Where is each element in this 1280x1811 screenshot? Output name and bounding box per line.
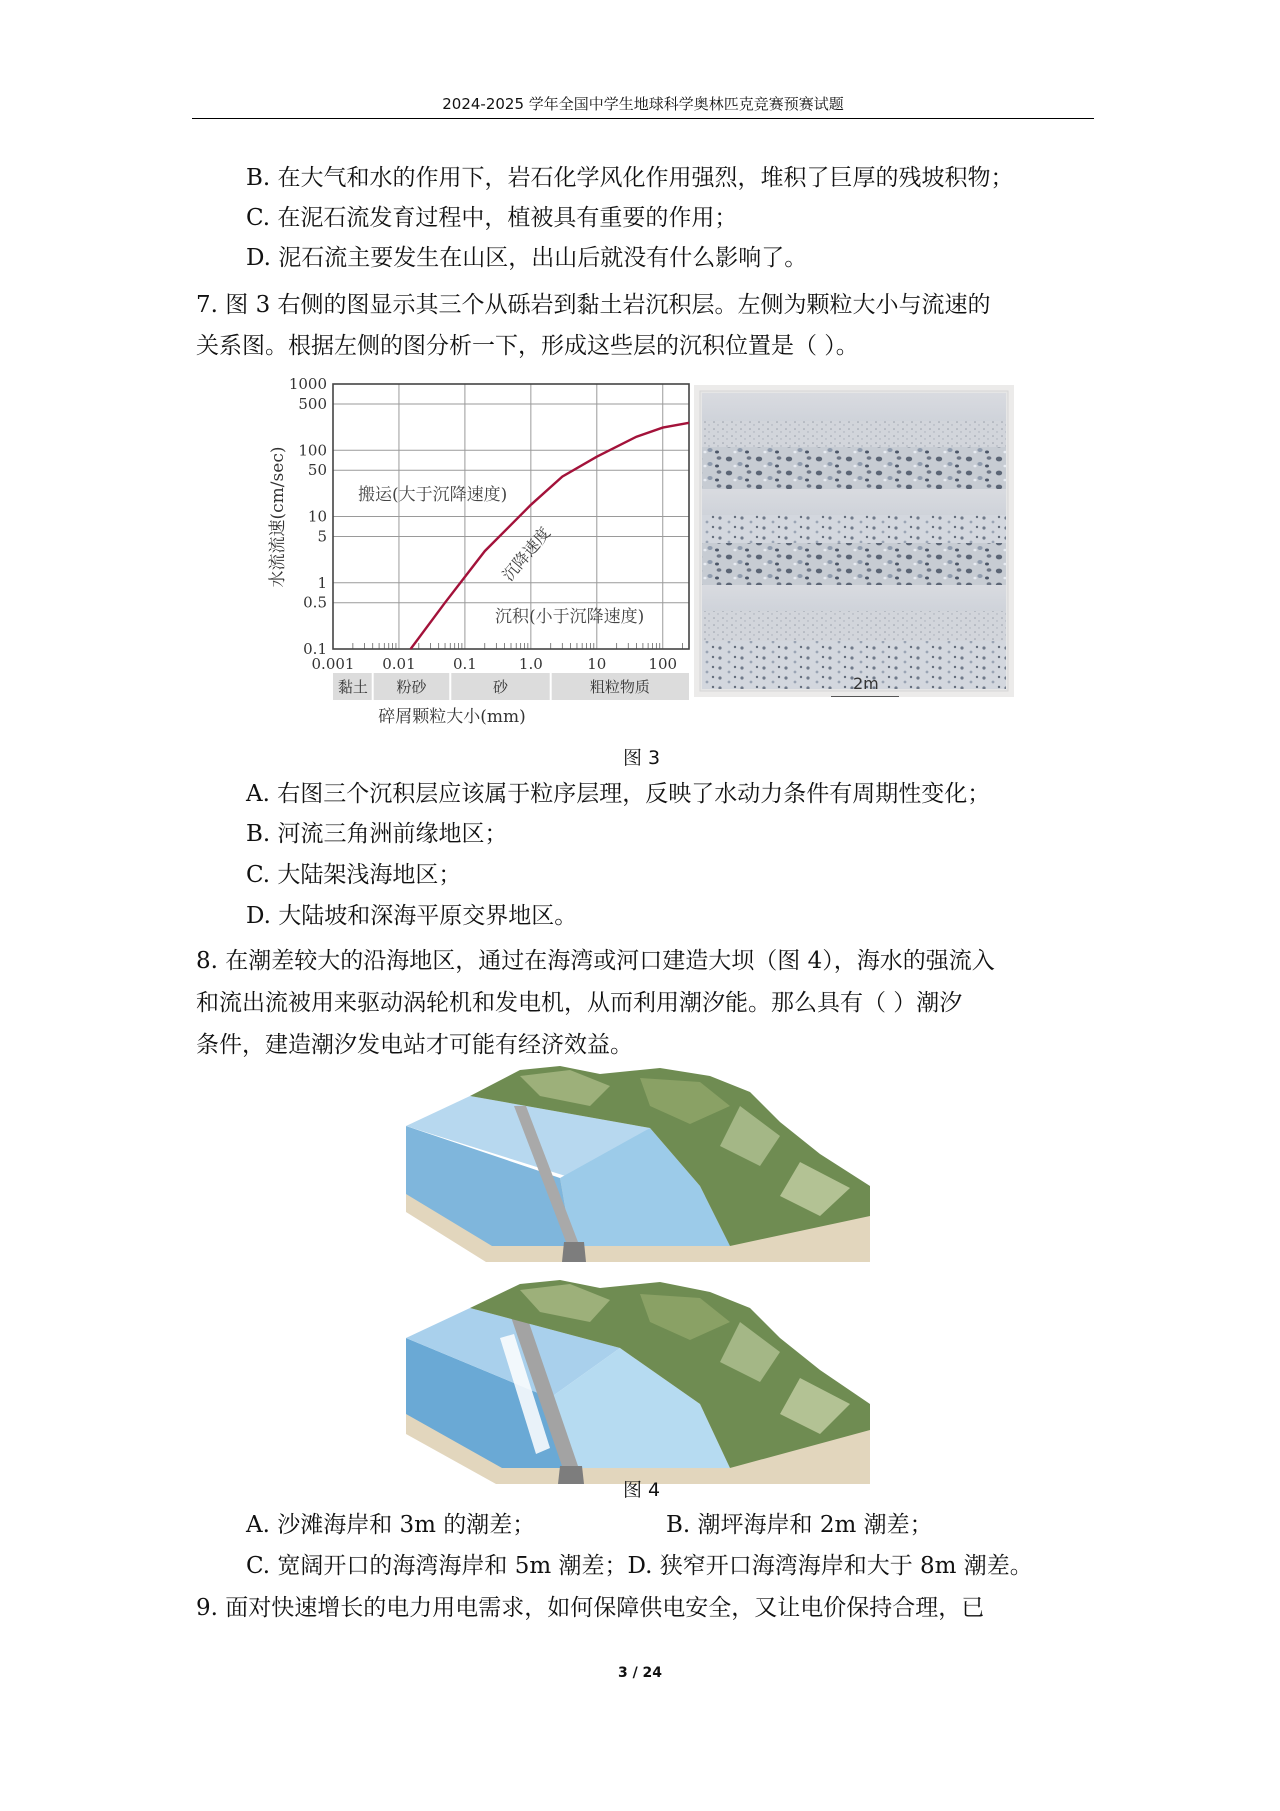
y-tick-label: 0.5 (303, 593, 327, 612)
x-tick-labels (312, 655, 678, 673)
x-tick-label: 100 (648, 655, 678, 673)
layer-2-coarse (702, 543, 1006, 585)
size-class-label: 黏土 (337, 678, 368, 696)
x-tick-label: 0.001 (311, 655, 355, 673)
q8-option-b: B. 潮坪海岸和 2m 潮差； (666, 1512, 933, 1538)
size-class-label: 砂 (492, 678, 508, 696)
q7-stem-line2: 关系图。根据左侧的图分析一下，形成这些层的沉积位置是（ ）。 (196, 333, 859, 359)
layer-1-fine (702, 393, 1006, 421)
graded-bedding-photo (694, 385, 1014, 697)
scale-bar (831, 696, 899, 697)
y-tick-label: 100 (298, 441, 327, 460)
page-number: 3 / 24 (617, 1665, 663, 1681)
x-tick-label: 10 (587, 655, 607, 673)
layer-1-medium (702, 421, 1006, 447)
scale-label: 2m (853, 674, 879, 693)
header-rule (192, 118, 1094, 119)
tidal-dam-diagram-bottom (400, 1278, 880, 1488)
y-tick-label: 0.1 (303, 640, 327, 658)
x-tick-label: 0.1 (452, 655, 477, 673)
y-tick-label: 1000 (288, 375, 327, 393)
prev-option-c: C. 在泥石流发育过程中，植被具有重要的作用； (246, 205, 738, 231)
layer-2-medium (702, 515, 1006, 543)
figure-3-caption: 图 3 (623, 747, 661, 769)
prev-option-d: D. 泥石流主要发生在山区，出山后就没有什么影响了。 (246, 245, 808, 271)
y-tick-label: 500 (298, 394, 327, 413)
y-axis-title: 水流流速(cm/sec) (268, 446, 288, 588)
grain-size-velocity-chart (262, 372, 698, 734)
size-class-label: 粉砂 (396, 678, 427, 696)
q8-stem-line1: 8. 在潮差较大的沿海地区，通过在海湾或河口建造大坝（图 4），海水的强流入 (196, 948, 995, 974)
q7-option-c: C. 大陆架浅海地区； (246, 862, 462, 888)
q9-stem-line1: 9. 面对快速增长的电力用电需求，如何保障供电安全，又让电价保持合理，已 (196, 1595, 985, 1621)
q7-option-d: D. 大陆坡和深海平原交界地区。 (246, 903, 578, 929)
layer-2-fine (702, 489, 1006, 515)
q8-stem-line3: 条件，建造潮汐发电站才可能有经济效益。 (196, 1032, 633, 1058)
q8-stem-line2: 和流出流被用来驱动涡轮机和发电机，从而利用潮汐能。那么具有（ ）潮汐 (196, 990, 963, 1016)
transport-region-label: 搬运(大于沉降速度) (358, 485, 508, 505)
exam-header-title: 2024-2025 学年全国中学生地球科学奥林匹克竞赛预赛试题 (442, 95, 844, 113)
layer-3-fine (702, 585, 1006, 611)
y-tick-label: 10 (307, 507, 327, 526)
q8-option-cd: C. 宽阔开口的海湾海岸和 5m 潮差；D. 狭窄开口海湾海岸和大于 8m 潮差。 (246, 1553, 1033, 1579)
x-axis-title: 碎屑颗粒大小(mm) (378, 707, 526, 727)
x-tick-label: 0.01 (382, 655, 416, 673)
y-tick-label: 5 (317, 527, 327, 546)
layer-1-coarse (702, 447, 1006, 489)
q8-option-a: A. 沙滩海岸和 3m 的潮差； (246, 1512, 536, 1538)
y-tick-label: 1 (317, 573, 327, 592)
q7-stem-line1: 7. 图 3 右侧的图显示其三个从砾岩到黏土岩沉积层。左侧为颗粒大小与流速的 (196, 292, 991, 318)
y-tick-label: 50 (307, 461, 327, 480)
q7-option-b: B. 河流三角洲前缘地区； (246, 821, 508, 847)
y-tick-labels (289, 375, 327, 658)
tidal-dam-diagram-top (400, 1066, 880, 1266)
q7-option-a: A. 右图三个沉积层应该属于粒序层理，反映了水动力条件有周期性变化； (246, 781, 991, 807)
layer-3-medium (702, 611, 1006, 641)
figure-4-caption: 图 4 (623, 1479, 661, 1501)
curve-label: 沉降速度 (498, 523, 555, 585)
x-tick-label: 1.0 (518, 655, 543, 673)
deposition-region-label: 沉积(小于沉降速度) (495, 607, 645, 627)
prev-option-b: B. 在大气和水的作用下，岩石化学风化作用强烈，堆积了巨厚的残坡积物； (246, 165, 1014, 191)
size-class-label: 粗粒物质 (589, 678, 650, 696)
